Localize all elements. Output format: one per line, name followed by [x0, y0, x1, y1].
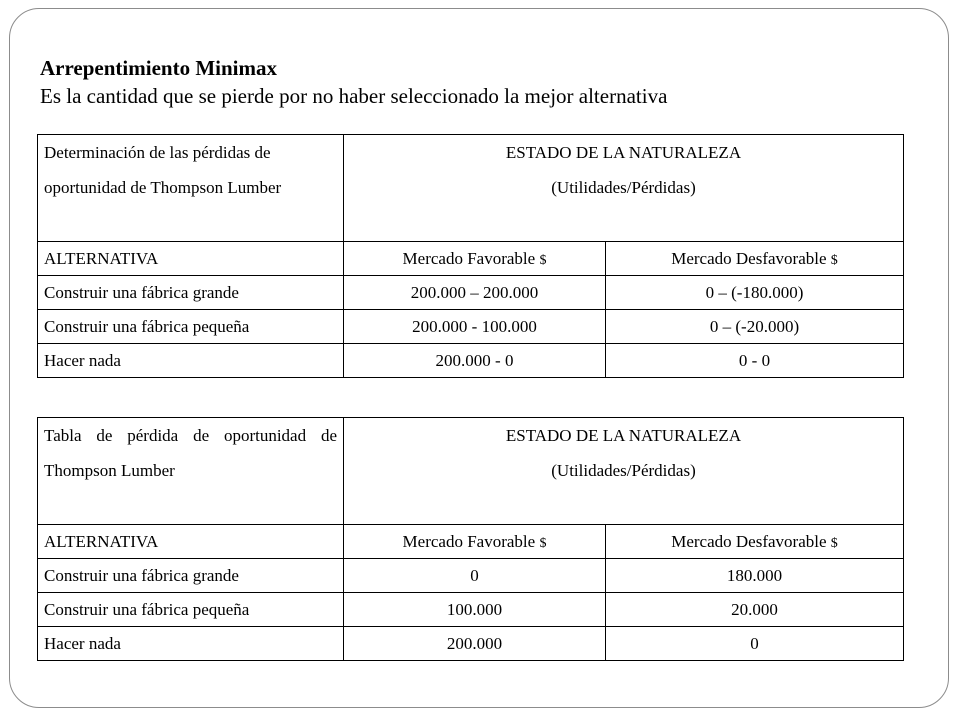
table-header-row	[38, 418, 904, 525]
state-of-nature-subtitle: (Utilidades/Pérdidas)	[551, 178, 696, 197]
column-header-alternative: ALTERNATIVA	[38, 242, 344, 276]
alternative-cell: Hacer nada	[38, 627, 344, 661]
favorable-cell: 200.000	[344, 627, 606, 661]
favorable-cell: 200.000 – 200.000	[344, 276, 606, 310]
state-of-nature-subtitle: (Utilidades/Pérdidas)	[551, 461, 696, 480]
slide-heading	[40, 54, 667, 110]
column-header-favorable: Mercado Favorable $	[344, 525, 606, 559]
state-of-nature-cell	[344, 135, 904, 242]
alternative-cell: Construir una fábrica grande	[38, 276, 344, 310]
table-description-cell	[38, 135, 344, 242]
favorable-cell: 200.000 - 100.000	[344, 310, 606, 344]
state-of-nature-title: ESTADO DE LA NATURALEZA	[505, 426, 742, 445]
alternative-cell: Hacer nada	[38, 344, 344, 378]
unfavorable-cell: 180.000	[606, 559, 904, 593]
unfavorable-cell: 0 – (-180.000)	[606, 276, 904, 310]
state-of-nature-cell	[344, 418, 904, 525]
alternative-cell: Construir una fábrica pequeña	[38, 593, 344, 627]
unfavorable-cell: 0 – (-20.000)	[606, 310, 904, 344]
unfavorable-cell: 0 - 0	[606, 344, 904, 378]
column-header-row	[38, 525, 904, 559]
favorable-cell: 0	[344, 559, 606, 593]
table-description: Determinación de las pérdidas de oportunidad de Thompson Lumber	[44, 143, 282, 197]
table-row	[38, 593, 904, 627]
table-row	[38, 627, 904, 661]
column-header-unfavorable: Mercado Desfavorable $	[606, 242, 904, 276]
opportunity-loss-table	[37, 417, 904, 661]
opportunity-loss-calculation-table	[37, 134, 904, 378]
state-of-nature-title: ESTADO DE LA NATURALEZA	[505, 143, 742, 162]
table-description: Tabla de pérdida de oportunidad de Thompson Lumber	[44, 426, 337, 480]
column-header-favorable: Mercado Favorable $	[344, 242, 606, 276]
unfavorable-cell: 20.000	[606, 593, 904, 627]
favorable-cell: 100.000	[344, 593, 606, 627]
column-header-row	[38, 242, 904, 276]
slide-subtitle: Es la cantidad que se pierde por no haber seleccionado la mejor alternativa	[40, 84, 668, 108]
unfavorable-cell: 0	[606, 627, 904, 661]
table-row	[38, 559, 904, 593]
column-header-unfavorable: Mercado Desfavorable $	[606, 525, 904, 559]
table-description-cell	[38, 418, 344, 525]
table-row	[38, 310, 904, 344]
column-header-alternative: ALTERNATIVA	[38, 525, 344, 559]
table-row	[38, 276, 904, 310]
alternative-cell: Construir una fábrica grande	[38, 559, 344, 593]
table-row	[38, 344, 904, 378]
favorable-cell: 200.000 - 0	[344, 344, 606, 378]
alternative-cell: Construir una fábrica pequeña	[38, 310, 344, 344]
slide-title: Arrepentimiento Minimax	[40, 56, 277, 80]
table-header-row	[38, 135, 904, 242]
